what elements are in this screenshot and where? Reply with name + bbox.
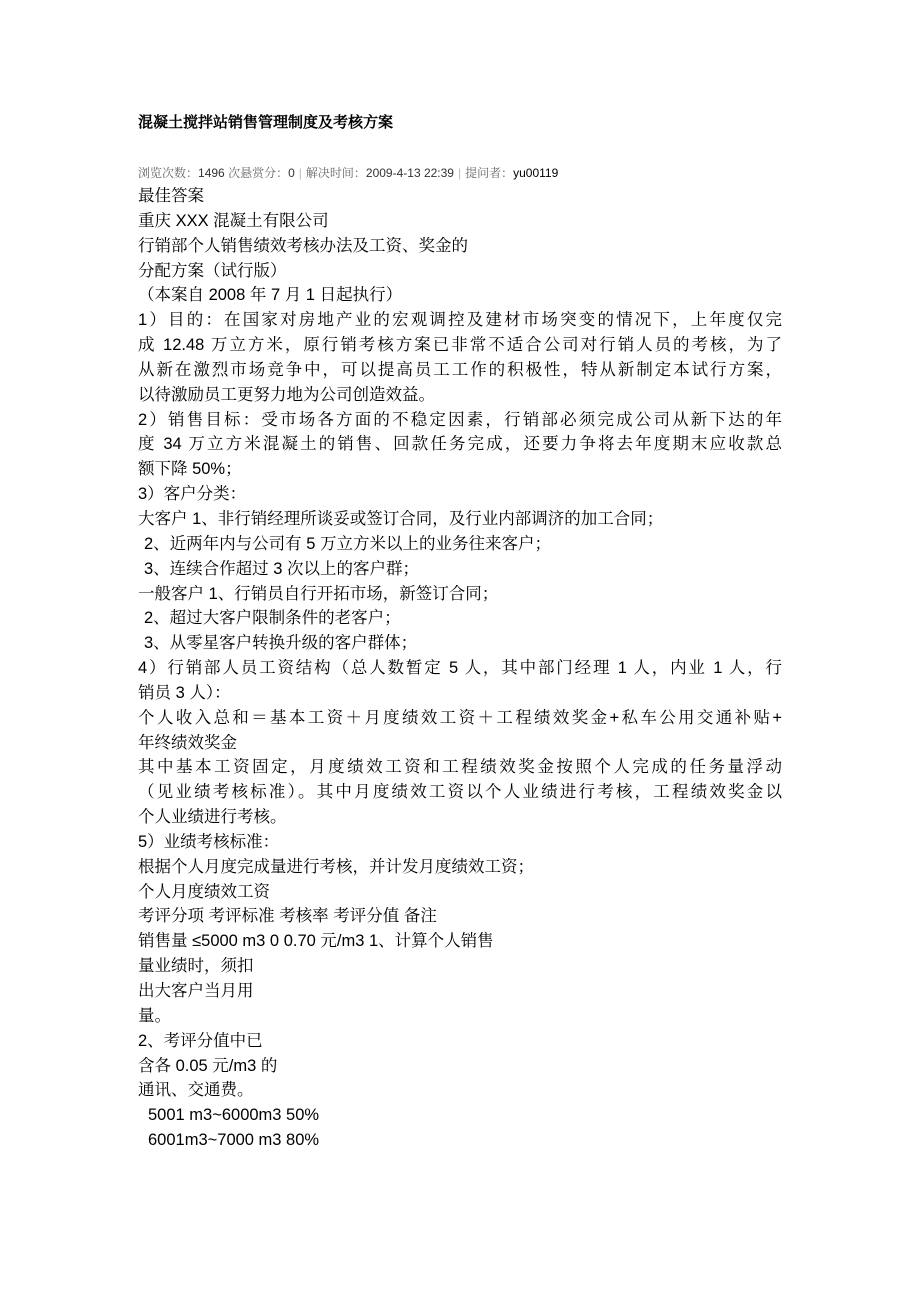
best-answer-label: 最佳答案	[138, 187, 204, 205]
reward-label: 次悬赏分：	[228, 166, 289, 180]
question-meta	[138, 165, 558, 181]
document-line: 销员 3 人）：	[138, 683, 231, 702]
views-label: 浏览次数：	[138, 166, 199, 180]
document-line: 销售量 ≤5000 m3 0 0.70 元/m3 1、计算个人销售	[138, 932, 494, 951]
answer-body	[138, 184, 788, 1153]
document-line: 行销部个人销售绩效考核办法及工资、奖金的	[138, 236, 468, 255]
document-line: 3、从零星客户转换升级的客户群体；	[144, 634, 418, 653]
asker-name[interactable]: yu00119	[513, 166, 559, 180]
document-line: 大客户 1、非行销经理所谈妥或签订合同，及行业内部调济的加工合同；	[138, 509, 664, 528]
document-line: 考评分项 考评标准 考核率 考评分值 备注	[138, 907, 437, 926]
document-line: 个人收入总和＝基本工资＋月度绩效工资＋工程绩效奖金+私车公用交通补贴+	[138, 708, 782, 727]
document-line: 2）销售目标：受市场各方面的不稳定因素，行销部必须完成公司从新下达的年	[138, 410, 782, 429]
document-line: 5）业绩考核标准：	[138, 832, 280, 851]
document-line: 个人月度绩效工资	[138, 882, 270, 901]
document-line: 年终绩效奖金	[138, 733, 237, 752]
document-line: 个人业绩进行考核。	[138, 808, 287, 827]
document-line: 度 34 万立方米混凝土的销售、回款任务完成，还要力争将去年度期末应收款总	[138, 435, 782, 454]
document-line: 2、超过大客户限制条件的老客户；	[144, 609, 401, 628]
views-count: 1496	[198, 166, 225, 180]
document-line: 出大客户当月用	[138, 982, 254, 1000]
document-line: 2、近两年内与公司有 5 万立方米以上的业务往来客户；	[144, 534, 552, 553]
document-line: 3）客户分类：	[138, 485, 247, 504]
resolved-label: 解决时间：	[305, 166, 366, 180]
document-line: 含各 0.05 元/m3 的	[138, 1056, 278, 1075]
document-line: 一般客户 1、行销员自行开拓市场，新签订合同；	[138, 584, 499, 603]
asker-label: 提问者：	[465, 166, 514, 180]
document-line: 分配方案（试行版）	[138, 261, 287, 280]
meta-separator: |	[457, 166, 462, 180]
document-line: 5001 m3~6000m3 50%	[148, 1106, 320, 1125]
document-line: 通讯、交通费。	[138, 1081, 254, 1100]
document-line: 成 12.48 万立方米，原行销考核方案已非常不适合公司对行销人员的考核，为了	[138, 336, 782, 355]
document-line: 3、连续合作超过 3 次以上的客户群；	[144, 559, 420, 578]
document-line: 2、考评分值中已	[138, 1031, 263, 1050]
document-line: 6001m3~7000 m3 80%	[148, 1131, 320, 1150]
document-line: 以待激励员工更努力地为公司创造效益。	[138, 385, 435, 404]
document-line: （见业绩考核标准）。其中月度绩效工资以个人业绩进行考核，工程绩效奖金以	[138, 783, 782, 802]
document-line: 其中基本工资固定，月度绩效工资和工程绩效奖金按照个人完成的任务量浮动	[138, 758, 782, 777]
document-line: 从新在激烈市场竞争中，可以提高员工工作的积极性，特从新制定本试行方案，	[138, 360, 782, 379]
document-title: 混凝土搅拌站销售管理制度及考核方案	[138, 114, 394, 131]
document-line: 根据个人月度完成量进行考核，并计发月度绩效工资；	[138, 857, 534, 876]
document-line: 量业绩时，须扣	[138, 957, 254, 976]
document-line: 1）目的：在国家对房地产业的宏观调控及建材市场突变的情况下，上年度仅完	[138, 311, 782, 330]
meta-separator: |	[298, 166, 302, 180]
resolved-time: 2009-4-13 22:39	[365, 166, 454, 180]
document-line: 量。	[138, 1006, 171, 1025]
document-line: 额下降 50%；	[138, 460, 242, 479]
document-line: （本案自 2008 年 7 月 1 日起执行）	[138, 286, 403, 305]
document-line: 4）行销部人员工资结构（总人数暂定 5 人，其中部门经理 1 人，内业 1 人，行	[138, 659, 782, 678]
document-line: 重庆 XXX 混凝土有限公司	[138, 211, 329, 230]
reward-value: 0	[288, 166, 295, 180]
